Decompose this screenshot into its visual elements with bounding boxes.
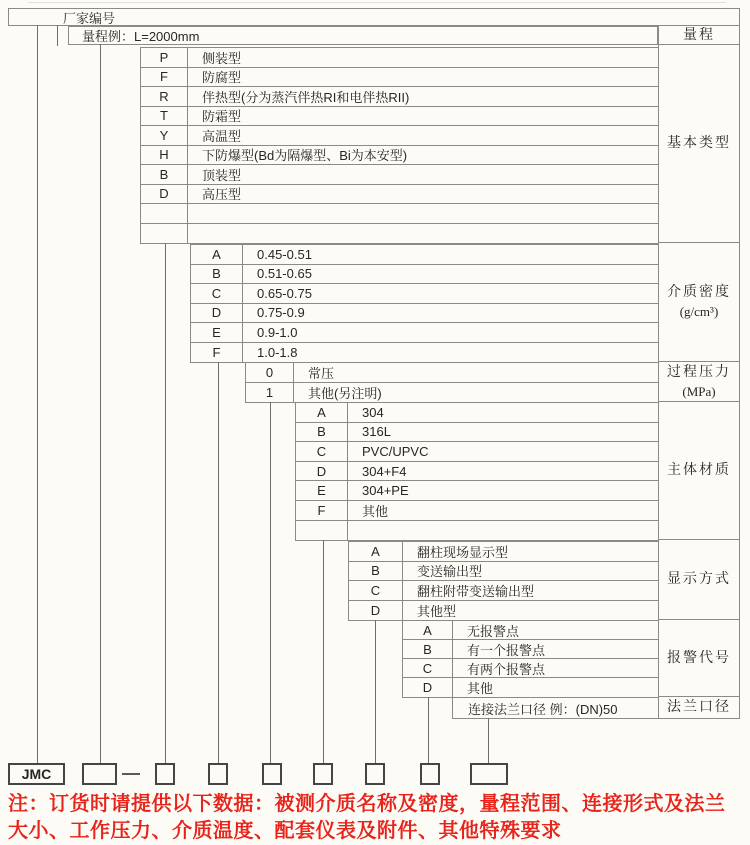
option-label: 有一个报警点 [467,642,546,658]
option-label: 无报警点 [467,623,520,639]
model-code-box-density [208,763,228,785]
range-box [68,26,658,45]
option-row [141,185,658,205]
option-code: E [296,481,348,500]
model-code-box-alarm [420,763,440,785]
model-prefix-box [8,763,65,785]
option-row [191,323,658,343]
option-code: R [141,87,188,106]
option-label: 侧装型 [202,50,242,66]
option-label: 0.65-0.75 [257,285,312,301]
connector-line-basic-type [165,243,166,763]
option-code: P [141,48,188,67]
flange-size-row [452,697,658,719]
side-label-display: 显示方式 [659,540,739,620]
connector-line-material [323,540,324,763]
option-label: 其他型 [417,603,457,619]
option-label: 变送输出型 [417,564,483,580]
option-label [348,521,658,541]
option-row [141,224,658,244]
side-label-column [658,26,740,719]
side-label-basic-type: 基本类型 [659,45,739,243]
model-code-box-material [313,763,333,785]
option-row [141,126,658,146]
option-code: B [296,423,348,442]
option-row [141,165,658,185]
display-table [348,541,658,621]
option-label: 0.9-1.0 [257,324,298,340]
option-row [296,501,658,521]
option-code [296,521,348,541]
side-label-material: 主体材质 [659,402,739,540]
option-code: B [141,165,188,184]
option-code: A [403,621,453,639]
option-row [141,48,658,68]
option-row [191,343,658,363]
option-label: 有两个报警点 [467,661,546,677]
alarm-table [402,620,658,698]
option-code: F [141,68,188,87]
option-row [349,562,658,582]
option-code: C [403,659,453,677]
option-label: 下防爆型(Bd为隔爆型、Bi为本安型) [202,148,408,164]
option-label: 伴热型(分为蒸汽伴热RI和电伴热RII) [202,89,410,105]
option-code: E [191,323,243,342]
option-label: 0.75-0.9 [257,305,305,321]
range-label: 量程例：L=2000mm [82,29,200,44]
option-label [188,224,658,244]
model-prefix-label: JMC [21,766,52,782]
side-label-pressure: 过程压力 (MPa) [659,362,739,403]
option-code: B [403,640,453,658]
order-note [8,791,745,845]
option-label: 0.51-0.65 [257,266,312,282]
model-code-box-basic-type [155,763,175,785]
connector-line-range [100,44,101,763]
option-row [246,363,658,383]
option-code: 0 [246,363,294,382]
option-row [296,423,658,443]
connector-line-display [375,620,376,763]
option-label: 304 [362,404,384,420]
option-row [191,265,658,285]
option-row [191,304,658,324]
option-label: 高压型 [202,187,242,203]
option-code: D [141,185,188,204]
connector-line-factory [37,25,38,763]
option-label: 1.0-1.8 [257,344,298,360]
option-code: T [141,107,188,126]
option-label: 304+PE [362,483,409,499]
option-row [296,442,658,462]
model-code-box-pressure [262,763,282,785]
option-label: 防腐型 [202,70,242,86]
option-code: F [296,501,348,520]
option-code: H [141,146,188,165]
option-code: D [296,462,348,481]
option-code: A [191,245,243,264]
option-row [191,245,658,265]
option-row [191,284,658,304]
connector-line-alarm [428,697,429,763]
option-code: C [191,284,243,303]
option-code [141,204,188,223]
option-label: 常压 [308,365,335,381]
option-code: B [349,562,403,581]
option-code: A [349,542,403,561]
model-code-box-flange [470,763,508,785]
side-label-range: 量程 [659,26,739,45]
option-code: D [403,678,453,697]
factory-code-box [8,8,740,26]
option-row [349,601,658,621]
option-code: C [349,581,403,600]
option-row [349,581,658,601]
option-label: 316L [362,424,391,440]
option-row [141,87,658,107]
option-row [403,659,658,678]
option-label: 顶装型 [202,167,242,183]
model-code-box-range [82,763,117,785]
flange-size-label: 连接法兰口径 例：(DN)50 [468,701,618,717]
option-row [141,68,658,88]
option-label: 翻柱现场显示型 [417,544,509,560]
side-label-flange: 法兰口径 [667,700,731,716]
connector-line-flange [488,718,489,763]
option-code: D [349,601,403,621]
model-dash [122,773,140,775]
option-row [296,462,658,482]
factory-code-label: 厂家编号 [63,10,116,26]
note-line-2: 大小、工作压力、介质温度、配套仪表及附件、其他特殊要求 [8,820,562,842]
note-line-1: 注：订货时请提供以下数据：被测介质名称及密度，量程范围、连接形式及法兰 [8,793,726,815]
option-label: PVC/UPVC [362,443,429,459]
option-row [296,403,658,423]
option-row [349,542,658,562]
option-code: 1 [246,383,294,403]
option-label [188,204,658,223]
basic-type-table [140,47,658,244]
pressure-table [245,362,658,403]
option-label: 防霜型 [202,109,242,125]
option-code: A [296,403,348,422]
option-row [403,678,658,697]
top-faint-line [28,2,726,3]
option-row [246,383,658,403]
side-label-density: 介质密度 (g/cm³) [659,243,739,362]
option-code: D [191,304,243,323]
option-label: 其他(另注明) [308,385,382,401]
option-code: F [191,343,243,363]
option-code: C [296,442,348,461]
option-row [141,146,658,166]
option-label: 0.45-0.51 [257,246,312,262]
option-label: 翻柱附带变送输出型 [417,583,535,599]
option-label: 其他 [362,503,389,519]
side-label-alarm: 报警代号 [659,620,739,697]
connector-line-density [218,362,219,763]
option-label: 高温型 [202,128,242,144]
model-code-box-display [365,763,385,785]
option-code: Y [141,126,188,145]
option-row [403,640,658,659]
option-row [141,204,658,224]
connector-line-pressure [270,402,271,763]
option-row [141,107,658,127]
option-row [296,481,658,501]
option-label: 304+F4 [362,463,407,479]
connector-stub [57,25,58,46]
option-code: B [191,265,243,284]
material-table [295,402,658,541]
option-row [296,521,658,541]
option-row [403,621,658,640]
option-label: 其他 [467,681,494,696]
option-code [141,224,188,244]
density-table [190,244,658,363]
